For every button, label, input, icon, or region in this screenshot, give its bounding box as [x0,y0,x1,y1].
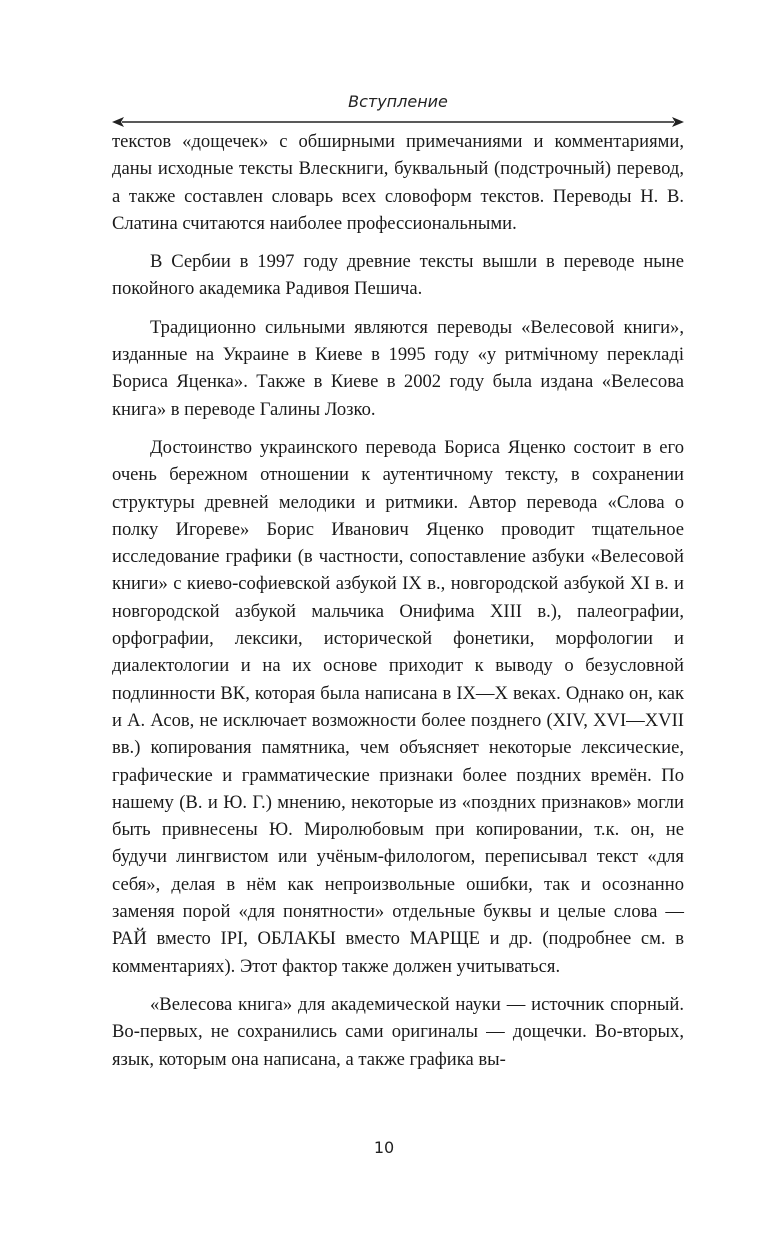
page-number: 10 [373,1138,395,1157]
paragraph-yatsenko: Достоинство украинского перевода Бориса Яценко состоит в его очень бережном отношении к аутентичному тексту, в сохранении структуры древней мелодики и ритмики. Автор перевода «Слова о полку Игореве» Борис Иванович Яценко проводит тщательное исследование графики (в частности, сопоставление азбуки «Велесовой книги» с киево-софиевской азбукой IX в., новгородской азбукой XI в. и новгородской азбукой мальчика Онифима XIII в.), палеографии, орфографии, лексики, исторической фонетики, морфологии и диалектологии и на их основе приходит к выводу о безусловной подлинности ВК, которая была написана в IX—X веках. Однако он, как и А. Асов, не исключает возможности более позднего (XIV, XVI—XVII вв.) копирования памятника, чем объясняет некоторые лексические, графические и грамматические признаки более поздних времён. По нашему (В. и Ю. Г.) мнению, некоторые из «поздних признаков» могли быть привнесены Ю. Миролюбовым при копировании, т.к. он, не будучи лингвистом или учёным-филологом, переписывал текст «для себя», делая в нём как непроизвольные ошибки, так и осознанно заменяя порой «для понятности» отдельные буквы и целые слова — РАЙ вместо IРІ, ОБЛАКЫ вместо МАРЩЕ и др. (подробнее см. в комментариях). Этот фактор также должен учитываться. [112,436,684,977]
body-text [112,128,684,1084]
paragraph-serbia: В Сербии в 1997 году древние тексты вышли в переводе ныне покойного академика Радивоя Пешича. [112,251,684,300]
paragraph-continued: текстов «дощечек» с обширными примечаниями и комментариями, даны исходные тексты Влескниги, буквальный (подстрочный) перевод, а также составлен словарь всех словоформ текстов. Переводы Н. В. Слатина считаются наиболее профессиональными. [112,131,684,234]
paragraph-academic: «Велесова книга» для академической науки — источник спорный. Во-первых, не сохранились сами оригиналы — дощечки. Во-вторых, язык, которым она написана, а также графика вы- [112,993,684,1070]
running-header [112,88,684,128]
paragraph-ukraine: Традиционно сильными являются переводы «Велесовой книги», изданные на Украине в Киеве в 1995 году «у ритмічному перекладі Бориса Яценка». Также в Киеве в 2002 году была издана «Велесова книга» в переводе Галины Лозко. [112,316,684,420]
running-header-title: Вступление [348,92,448,111]
header-arrow-rule [112,116,684,128]
